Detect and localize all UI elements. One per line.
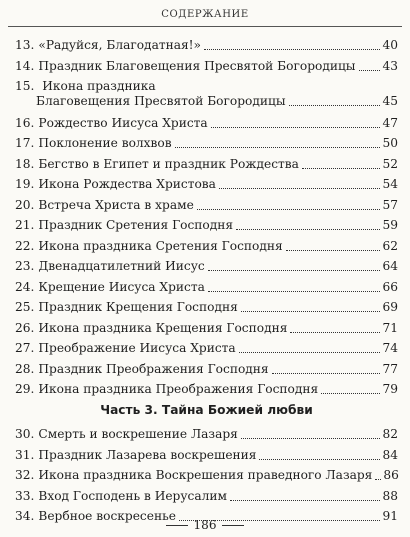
entry-number: 21.	[15, 218, 35, 232]
running-header: СОДЕРЖАНИЕ	[161, 9, 249, 20]
toc-entry[interactable]	[15, 259, 398, 274]
entry-title: Праздник Лазарева воскрешения	[38, 447, 257, 462]
entry-page: 64	[382, 259, 398, 273]
entry-number: 23.	[15, 259, 35, 273]
toc-entry[interactable]	[15, 239, 398, 254]
entry-title: Вербное воскресенье	[38, 509, 176, 523]
entry-title: Преображение Иисуса Христа	[38, 341, 236, 355]
dot-leader	[359, 70, 381, 71]
toc-entry[interactable]	[15, 38, 398, 53]
dot-leader	[204, 49, 380, 50]
entry-number: 13.	[15, 38, 35, 52]
entry-page: 50	[382, 136, 398, 150]
toc-entry[interactable]	[15, 177, 398, 192]
toc-entry[interactable]	[15, 321, 398, 336]
dot-leader	[236, 229, 380, 230]
dot-leader	[211, 127, 381, 128]
entry-number: 27.	[15, 341, 35, 355]
entry-title: Праздник Крещения Господня	[38, 300, 238, 314]
entry-number: 20.	[15, 197, 35, 212]
page-number: 186	[193, 518, 217, 532]
toc-entry[interactable]	[15, 136, 398, 151]
dot-leader	[321, 393, 380, 394]
toc-entry[interactable]	[15, 489, 398, 504]
entry-number: 25.	[15, 300, 35, 314]
toc-entry[interactable]	[15, 198, 398, 213]
entry-number: 16.	[15, 115, 35, 130]
entry-title: Вход Господень в Иерусалим	[38, 488, 227, 503]
entry-number: 15.	[15, 79, 35, 93]
dot-leader	[208, 291, 381, 292]
entry-page: 43	[382, 58, 398, 73]
toc-entry[interactable]	[15, 382, 398, 397]
entry-title: Встреча Христа в храме	[38, 197, 194, 212]
entry-page: 88	[382, 488, 398, 503]
entry-title: Праздник Сретения Господня	[38, 218, 234, 232]
footer-dash-left	[166, 525, 188, 526]
toc-entry[interactable]	[15, 341, 398, 356]
entry-number: 29.	[15, 382, 35, 396]
entry-title: Смерть и воскрешение Лазаря	[38, 427, 238, 441]
entry-title: Праздник Преображения Господня	[38, 361, 269, 376]
entry-number: 33.	[15, 488, 35, 503]
entry-title: Рождество Иисуса Христа	[38, 115, 208, 130]
entry-page: 62	[382, 238, 398, 253]
dot-leader	[286, 250, 381, 251]
dot-leader	[290, 332, 380, 333]
toc-entry[interactable]	[15, 280, 398, 295]
dot-leader	[197, 209, 381, 210]
entry-title: Икона праздника Воскрешения праведного Лазаря	[38, 468, 373, 482]
entry-page: 66	[382, 279, 398, 294]
entry-title: Икона праздника Сретения Господня	[38, 238, 283, 253]
entry-title-line2: Благовещения Пресвятой Богородицы	[36, 94, 286, 108]
dot-leader	[241, 438, 381, 439]
dot-leader	[375, 479, 381, 480]
dot-leader	[272, 373, 381, 374]
entry-page: 86	[383, 468, 399, 482]
toc-entry[interactable]	[15, 427, 398, 442]
dot-leader	[239, 352, 381, 353]
entry-title: «Радуйся, Благодатная!»	[38, 38, 202, 52]
header-rule	[8, 26, 402, 27]
entry-number: 14.	[15, 58, 35, 73]
entry-title: Крещение Иисуса Христа	[38, 279, 205, 294]
page-footer	[0, 518, 410, 532]
entry-number: 32.	[15, 468, 35, 482]
entry-page: 69	[382, 300, 398, 314]
footer-dash-right	[222, 525, 244, 526]
entry-title-line1: Икона праздника	[42, 79, 156, 93]
part-heading: Часть 3. Тайна Божией любви	[100, 403, 313, 417]
entry-page: 77	[382, 361, 398, 376]
dot-leader	[208, 270, 381, 271]
entry-page: 40	[382, 38, 398, 52]
entry-number: 18.	[15, 156, 35, 171]
toc-entry[interactable]	[15, 218, 398, 233]
entry-page: 47	[382, 115, 398, 130]
entry-page: 52	[382, 156, 398, 171]
entry-number: 28.	[15, 361, 35, 376]
entry-number: 24.	[15, 279, 35, 294]
entry-number: 19.	[15, 177, 35, 191]
entry-page: 79	[382, 382, 398, 396]
entry-page: 71	[382, 320, 398, 335]
entry-number: 34.	[15, 509, 35, 523]
dot-leader	[289, 105, 381, 106]
toc-entry[interactable]	[15, 362, 398, 377]
entry-number: 22.	[15, 238, 35, 253]
entry-page: 54	[382, 177, 398, 191]
entry-number: 30.	[15, 427, 35, 441]
toc-entry[interactable]	[15, 448, 398, 463]
toc-entry[interactable]	[15, 79, 398, 110]
entry-page: 84	[382, 447, 398, 462]
entry-title: Бегство в Египет и праздник Рождества	[38, 156, 299, 171]
entry-number: 31.	[15, 447, 35, 462]
entry-number: 26.	[15, 320, 35, 335]
entry-page: 91	[382, 509, 398, 523]
toc-entry[interactable]	[15, 300, 398, 315]
toc-entry[interactable]	[15, 116, 398, 131]
entry-page: 57	[382, 197, 398, 212]
entry-page: 74	[382, 341, 398, 355]
toc-entry[interactable]	[15, 59, 398, 74]
entry-number: 17.	[15, 136, 35, 150]
dot-leader	[259, 459, 380, 460]
dot-leader	[219, 188, 381, 189]
entry-title: Поклонение волхвов	[38, 136, 172, 150]
toc-entry[interactable]	[15, 157, 398, 172]
entry-title: Икона Рождества Христова	[38, 177, 216, 191]
table-of-contents	[15, 38, 398, 530]
entry-page: 59	[382, 218, 398, 232]
dot-leader	[175, 147, 381, 148]
entry-page: 45	[382, 94, 398, 108]
entry-title: Праздник Благовещения Пресвятой Богородицы	[38, 58, 356, 73]
dot-leader	[241, 311, 381, 312]
toc-entry[interactable]	[15, 468, 398, 483]
dot-leader	[230, 500, 381, 501]
dot-leader	[302, 168, 381, 169]
entry-title: Двенадцатилетний Иисус	[38, 259, 205, 273]
entry-title: Икона праздника Крещения Господня	[38, 320, 288, 335]
entry-page: 82	[382, 427, 398, 441]
entry-title: Икона праздника Преображения Господня	[38, 382, 319, 396]
